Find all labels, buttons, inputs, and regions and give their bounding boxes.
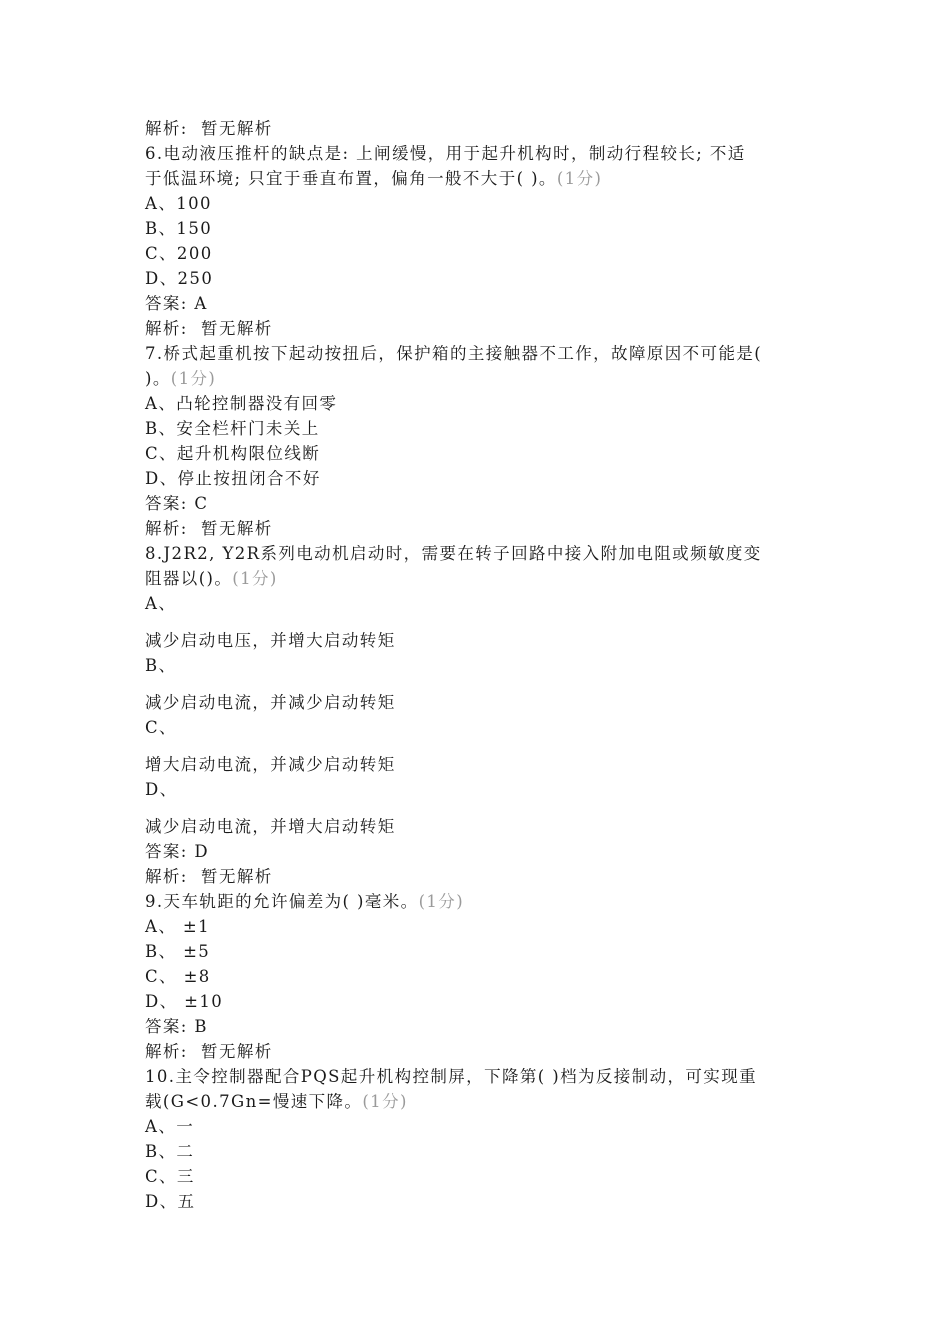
q9-stem-text: 9.天车轨距的允许偏差为( )毫米。 xyxy=(145,892,419,911)
q8-option-a-letter: A、 xyxy=(145,594,177,613)
q9-score: (1分) xyxy=(418,892,465,911)
q6-option-a: A、100 xyxy=(145,194,212,213)
q10-stem-line2 xyxy=(145,1089,805,1114)
q9-analysis: 解析: 暂无解析 xyxy=(145,1042,273,1061)
q8-analysis: 解析: 暂无解析 xyxy=(145,867,273,886)
q8-option-b-text: 减少启动电流，并减少启动转矩 xyxy=(145,693,396,712)
q7-score: (1分) xyxy=(170,369,217,388)
q6-option-b: B、150 xyxy=(145,219,213,238)
q5-analysis: 解析: 暂无解析 xyxy=(145,119,273,138)
q10-option-d: D、五 xyxy=(145,1192,196,1211)
q8-option-d-letter: D、 xyxy=(145,780,178,799)
q6-stem-line1: 6.电动液压推杆的缺点是: 上闸缓慢，用于起升机构时，制动行程较长; 不适 xyxy=(145,144,746,163)
question-10 xyxy=(145,1064,805,1214)
q7-analysis: 解析: 暂无解析 xyxy=(145,519,273,538)
q10-option-a: A、一 xyxy=(145,1117,195,1136)
q6-option-d: D、250 xyxy=(145,269,214,288)
q6-option-c: C、200 xyxy=(145,244,213,263)
question-6 xyxy=(145,141,805,341)
exam-page xyxy=(145,116,805,1214)
q10-stem-text: 载(G<0.7Gn=慢速下降。 xyxy=(145,1092,363,1111)
q9-answer: 答案: B xyxy=(145,1017,208,1036)
q7-option-d: D、停止按扭闭合不好 xyxy=(145,469,321,488)
question-8 xyxy=(145,541,805,889)
q7-stem-text: )。 xyxy=(145,369,171,388)
q8-option-d-text: 减少启动电流，并增大启动转矩 xyxy=(145,817,396,836)
q8-stem-line1: 8.J2R2, Y2R系列电动机启动时，需要在转子回路中接入附加电阻或频敏度变 xyxy=(145,544,762,563)
q7-option-b: B、安全栏杆门未关上 xyxy=(145,419,320,438)
question-7 xyxy=(145,341,805,541)
q8-option-a-text: 减少启动电压，并增大启动转矩 xyxy=(145,631,396,650)
q10-score: (1分) xyxy=(362,1092,408,1111)
q6-stem-line2 xyxy=(145,166,805,191)
q9-option-b: B、 ±5 xyxy=(145,942,211,961)
q9-option-c: C、 ±8 xyxy=(145,967,211,986)
q8-option-c-text: 增大启动电流，并减少启动转矩 xyxy=(145,755,396,774)
q10-option-b: B、二 xyxy=(145,1142,195,1161)
q8-score: (1分) xyxy=(232,569,278,588)
q8-option-b-letter: B、 xyxy=(145,656,177,675)
q8-stem-text: 阻器以()。 xyxy=(145,569,233,588)
q8-answer: 答案: D xyxy=(145,842,210,861)
q9-stem xyxy=(145,889,805,914)
q6-score: (1分) xyxy=(556,169,603,188)
question-9 xyxy=(145,889,805,1064)
q7-stem-line2 xyxy=(145,366,805,391)
q7-stem-line1: 7.桥式起重机按下起动按扭后，保护箱的主接触器不工作，故障原因不可能是( xyxy=(145,344,763,363)
q9-option-d: D、 ±10 xyxy=(145,992,224,1011)
q6-stem-text: 于低温环境; 只宜于垂直布置，偏角一般不大于( )。 xyxy=(145,169,557,188)
q7-answer: 答案: C xyxy=(145,494,209,513)
q8-option-c-letter: C、 xyxy=(145,718,177,737)
q7-option-a: A、凸轮控制器没有回零 xyxy=(145,394,338,413)
q6-answer: 答案: A xyxy=(145,294,208,313)
q9-option-a: A、 ±1 xyxy=(145,917,210,936)
q7-option-c: C、起升机构限位线断 xyxy=(145,444,321,463)
q8-stem-line2 xyxy=(145,566,805,591)
q6-analysis: 解析: 暂无解析 xyxy=(145,319,273,338)
q10-option-c: C、三 xyxy=(145,1167,195,1186)
q10-stem-line1: 10.主令控制器配合PQS起升机构控制屏，下降第( )档为反接制动，可实现重 xyxy=(145,1067,757,1086)
